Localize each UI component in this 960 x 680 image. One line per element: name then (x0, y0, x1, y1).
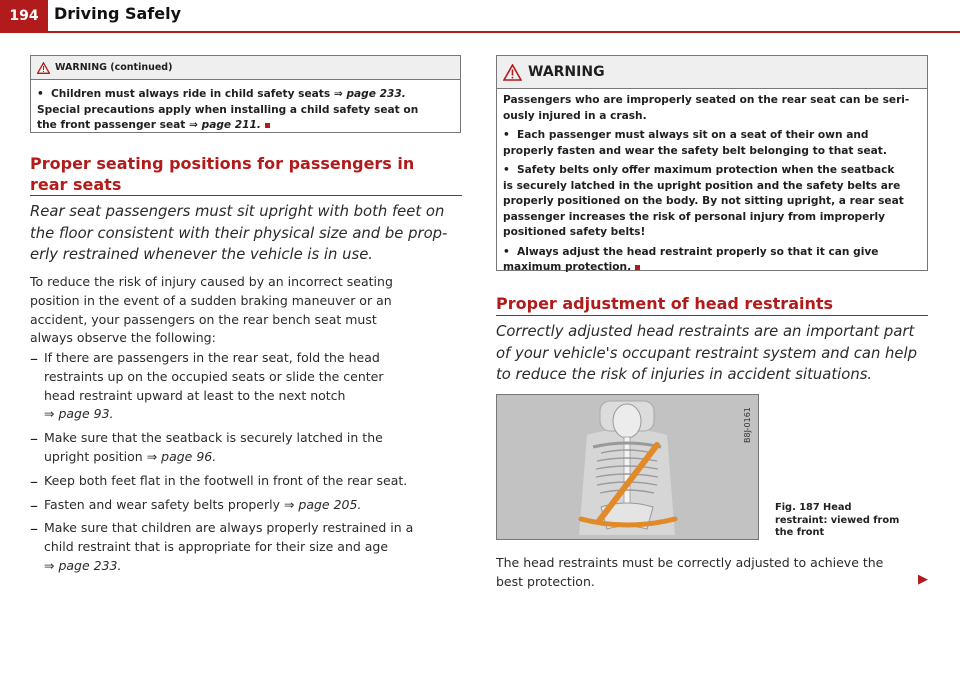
list-item: – Make sure that the seatback is securely latched in the upright position ⇒ page 96. (30, 429, 465, 467)
figure-head-restraint (496, 394, 759, 540)
end-mark (635, 265, 640, 270)
warning-continued-box (30, 55, 461, 133)
warning-bullet: • Always adjust the head restraint properly so that it can give (503, 245, 879, 258)
warning-text: ously injured in a crash. (503, 109, 647, 122)
figure-caption: Fig. 187 Head restraint: viewed from the front (775, 502, 900, 538)
warning-bullet: • Safety belts only offer maximum protection when the seatback (503, 164, 895, 176)
warning-icon (503, 64, 522, 81)
figure-code: B8J-0161 (743, 407, 752, 443)
closing-paragraph: The head restraints must be correctly adjusted to achieve the best protection. (496, 555, 884, 589)
warning-text: positioned safety belts! (503, 226, 646, 238)
page-number: 194 (0, 0, 48, 31)
warning-continued-line2: Special precautions apply when installing a child safety seat on (37, 103, 419, 116)
warning-text: properly positioned on the body. By not sitting upright, a rear seat (503, 195, 904, 207)
warning-box (496, 55, 928, 271)
warning-icon (37, 62, 50, 74)
list-item: – Fasten and wear safety belts properly ⇒ page 205. (30, 496, 465, 515)
warning-continued-title: WARNING (continued) (55, 62, 173, 73)
end-mark (265, 123, 270, 128)
warning-continued-header (31, 56, 460, 80)
lead-paragraph-head-restraints: Correctly adjusted head restraints are an important part of your vehicle's occupant restraint system and can help to reduce the risk of injuries in accident situations. (496, 323, 918, 383)
list-item: – Keep both feet flat in the footwell in front of the rear seat. (30, 472, 465, 491)
section-rule (496, 315, 928, 316)
section-heading-head-restraints: Proper adjustment of head restraints (496, 294, 834, 313)
section-heading-seating: Proper seating positions for passengers in rear seats (30, 154, 415, 194)
chapter-title: Driving Safely (54, 4, 182, 23)
warning-title: WARNING (528, 64, 605, 80)
page-link[interactable]: page 93. (58, 406, 114, 422)
section-rule (30, 195, 462, 196)
page-link[interactable]: page 96. (161, 448, 217, 464)
page-link[interactable]: page 205. (298, 496, 362, 512)
warning-text: properly fasten and wear the safety belt belonging to that seat. (503, 144, 887, 157)
warning-text: is securely latched in the upright position and the safety belts are (503, 179, 901, 192)
list-item: – Make sure that children are always properly restrained in a child restraint that is appropriate for their size and age ⇒ page 233. (30, 519, 465, 575)
continue-arrow-icon: ▶ (918, 572, 928, 587)
header-rule (0, 31, 960, 33)
lead-paragraph-seating: Rear seat passengers must sit upright with both feet on the floor consistent with their physical size and be prop- erly restrained whenever the vehicle is in use. (30, 203, 448, 263)
warning-continued-line3: the front passenger seat ⇒ page 211. (37, 118, 454, 134)
illustration-occupant-front-view (497, 395, 758, 539)
warning-text: Passengers who are improperly seated on the rear seat can be seri- (503, 94, 910, 106)
instruction-list (30, 349, 465, 576)
intro-paragraph: To reduce the risk of injury caused by an incorrect seating position in the event of a sudden braking maneuver or an accident, your passengers on the rear bench seat must always observe the following: (30, 274, 393, 346)
warning-bullet: • Each passenger must always sit on a seat of their own and (503, 129, 869, 141)
page-link[interactable]: page 233. (58, 557, 122, 573)
warning-text: maximum protection. (503, 260, 921, 276)
list-item: – If there are passengers in the rear seat, fold the head restraints up on the occupied seats or slide the center head restraint upward at least to the next notch ⇒ page 93. (30, 349, 465, 424)
warning-text: passenger increases the risk of personal injury from improperly (503, 210, 886, 223)
warning-continued-line1: • Children must always ride in child safety seats ⇒ page 233. (37, 88, 406, 100)
warning-header (497, 56, 927, 89)
